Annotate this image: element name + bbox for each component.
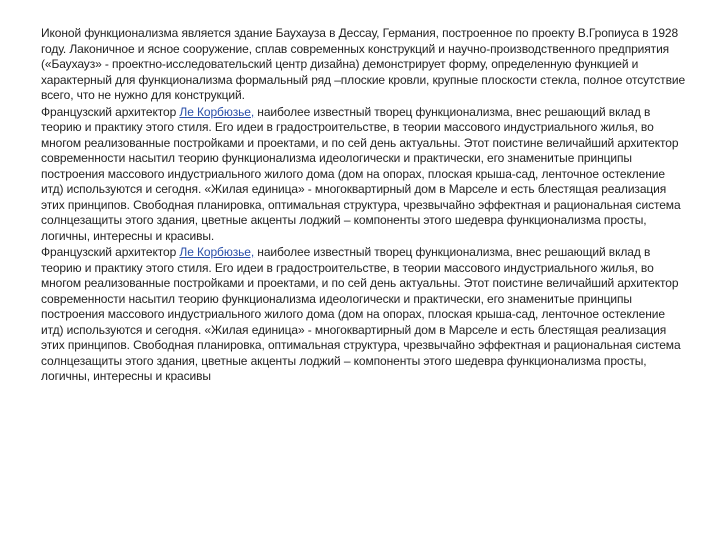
paragraph-text: Иконой функционализма является здание Баухауза в Дессау, Германия, построенное по проекту В.Гропиуса в 1928 году. Лаконичное и ясное сооружение, сплав современных конструкций и научно-производственного предприятия («Баухауз» - проектно-исследовательский центр дизайна) демонстрирует форму, определенную функцией и характерный для функционализма формальный ряд –плоские кровли, крупные плоскости стекла, полное отсутствие всего, что не нужно для конструкций. [41,26,686,102]
paragraph-le-corbusier-repeat [41,245,689,385]
paragraph-text-after: наиболее известный творец функционализма, внес решающий вклад в теорию и практику этого стиля. Его идеи в градостроительстве, в теории массового индустриального жилья, во многом реализованные постройками и проектами, и по сей день актуальны. Этот поистине величайший архитектор современности насытил теорию функционализма идеологически и практически, его знаменитые принципы построения массового индустриального жилого дома (дом на опорах, плоская крыша-сад, ленточное остекление итд) используются и сегодня. «Жилая единица» - многоквартирный дом в Марселе и есть блестящая реализация этих принципов. Свободная планировка, оптимальная структура, чрезвычайно эффектная и рациональная система солнцезащиты этого здания, цветные акценты лоджий – компоненты этого шедевра функционализма просты, логичны, интересны и красивы [41,245,681,383]
paragraph-text-after: наиболее известный творец функционализма, внес решающий вклад в теорию и практику этого стиля. Его идеи в градостроительстве, в теории массового индустриального жилья, во многом реализованные постройками и проектами, и по сей день актуальны. Этот поистине величайший архитектор современности насытил теорию функционализма идеологически и практически, его знаменитые принципы построения массового индустриального жилого дома (дом на опорах, плоская крыша-сад, ленточное остекление итд) используются и сегодня. «Жилая единица» - многоквартирный дом в Марселе и есть блестящая реализация этих принципов. Свободная планировка, оптимальная структура, чрезвычайно эффектная и рациональная система солнцезащиты этого здания, цветные акценты лоджий – компоненты этого шедевра функционализма просты, логичны, интересны и красивы. [41,104,681,243]
paragraph-le-corbusier [41,105,689,245]
le-corbusier-link[interactable]: Ле Корбюзье, [179,104,255,119]
paragraph-text-before: Французский архитектор [41,104,180,119]
le-corbusier-link[interactable]: Ле Корбюзье, [179,245,255,259]
text-body [41,26,689,386]
paragraph-bauhaus [41,26,689,104]
paragraph-text-before: Французский архитектор [41,245,180,259]
